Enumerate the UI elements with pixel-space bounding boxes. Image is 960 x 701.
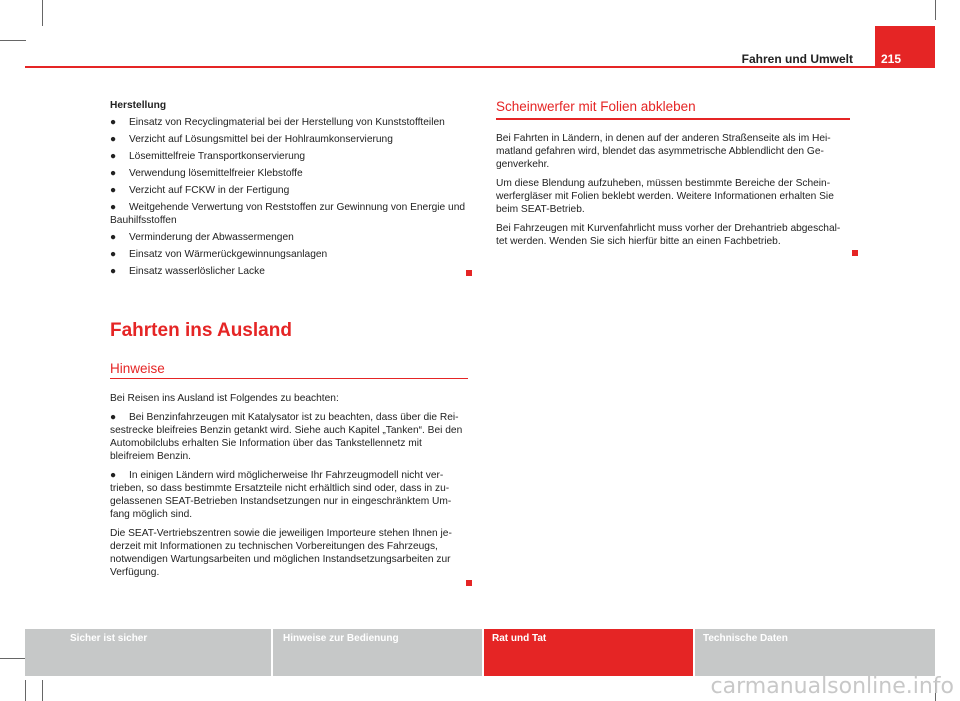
list-item: ● Einsatz von Wärmerückgewinnungsanlagen bbox=[110, 249, 328, 260]
section-end-marker bbox=[852, 250, 858, 256]
list-item: ● Verzicht auf FCKW in der Fertigung bbox=[110, 185, 290, 196]
bullet-icon: ● bbox=[110, 412, 117, 423]
paragraph: Bei Fahrzeugen mit Kurvenfahrlicht muss vorher der Drehantrieb abgeschal-tet werden. Wenden Sie sich hierfür bitte an einen Fachbetrieb. bbox=[496, 223, 841, 247]
header-rule bbox=[25, 66, 935, 68]
subheading: Hinweise bbox=[110, 361, 165, 376]
footer-tab-hinweise[interactable]: Hinweise zur Bedienung bbox=[273, 629, 482, 676]
chapter-title: Fahrten ins Ausland bbox=[110, 320, 292, 341]
right-heading-rule bbox=[496, 118, 850, 120]
list-item: ● Einsatz von Recyclingmaterial bei der Herstellung von Kunststoffteilen bbox=[110, 117, 445, 128]
footer-tab-sicher[interactable]: Sicher ist sicher bbox=[25, 629, 271, 676]
right-body bbox=[496, 132, 848, 254]
list-item: ● Verzicht auf Lösungsmittel bei der Hohlraumkonservierung bbox=[110, 134, 393, 145]
bullet-icon: ● bbox=[110, 266, 117, 277]
bullet-icon: ● bbox=[110, 470, 117, 481]
bullet-icon: ● bbox=[110, 117, 117, 128]
bullet-icon: ● bbox=[110, 202, 117, 213]
section-label: Herstellung bbox=[110, 100, 167, 111]
crop-mark bbox=[42, 680, 43, 701]
bullet-icon: ● bbox=[110, 168, 117, 179]
watermark: carmanualsonline.info bbox=[710, 674, 954, 699]
bullet-icon: ● bbox=[110, 151, 117, 162]
note-item: ● In einigen Ländern wird möglicherweise Ihr Fahrzeugmodell nicht ver-trieben, so dass bestimmte Ersatzteile nicht erhältlich sind oder, dass in zu-gelassenen SEAT-Betrieben Instandsetzungen nur in eingeschränktem Um-fang möglich sind. bbox=[110, 470, 452, 520]
paragraph: Bei Fahrten in Ländern, in denen auf der anderen Straßenseite als im Hei-matland gefahren wird, blendet das asymmetrische Abblendlicht den Ge-genverkehr. bbox=[496, 133, 831, 170]
crop-mark bbox=[0, 40, 26, 41]
list-item: ● Verwendung lösemittelfreier Klebstoffe bbox=[110, 168, 303, 179]
crop-mark bbox=[25, 680, 26, 701]
list-item: ● Weitgehende Verwertung von Reststoffen zur Gewinnung von Energie und Bauhilfsstoffen bbox=[110, 202, 466, 226]
list-item: ● Lösemittelfreie Transportkonservierung bbox=[110, 151, 306, 162]
list-item: ● Einsatz wasserlöslicher Lacke bbox=[110, 266, 265, 277]
section-end-marker bbox=[466, 270, 472, 276]
right-heading: Scheinwerfer mit Folien abkleben bbox=[496, 99, 696, 114]
intro-paragraph: Bei Reisen ins Ausland ist Folgendes zu beachten: bbox=[110, 393, 339, 404]
page-number: 215 bbox=[881, 52, 902, 66]
hinweise-body bbox=[110, 392, 467, 585]
bullet-icon: ● bbox=[110, 134, 117, 145]
left-column bbox=[110, 99, 470, 282]
bullet-list bbox=[110, 116, 470, 278]
bullet-icon: ● bbox=[110, 232, 117, 243]
bullet-icon: ● bbox=[110, 185, 117, 196]
subheading-rule bbox=[110, 378, 468, 379]
footer-tab-rat-und-tat[interactable]: Rat und Tat bbox=[484, 629, 693, 676]
list-item: ● Verminderung der Abwassermengen bbox=[110, 232, 294, 243]
section-end-marker bbox=[466, 580, 472, 586]
running-header: Fahren und Umwelt bbox=[741, 52, 853, 66]
crop-mark bbox=[42, 0, 43, 26]
note-item: ● Bei Benzinfahrzeugen mit Katalysator ist zu beachten, dass über die Rei-sestrecke bleifreies Benzin getankt wird. Siehe auch Kapitel „Tanken“. Bei den Automobilclubs erhalten Sie Information über das Tankstellennetz mit bleifreiem Benzin. bbox=[110, 412, 463, 462]
closing-paragraph: Die SEAT-Vertriebszentren sowie die jeweiligen Importeure stehen Ihnen je-derzeit mit Informationen zu technischen Vorbereitungen des Fahrzeugs, notwendigen Wartungsarbeiten und möglichen Instandsetzungsarbeiten zur Verfügung. bbox=[110, 528, 452, 578]
crop-mark bbox=[0, 658, 26, 659]
crop-mark bbox=[935, 0, 936, 20]
paragraph: Um diese Blendung aufzuheben, müssen bestimmte Bereiche der Schein-werfergläser mit Folien beklebt werden. Weitere Informationen erhalten Sie beim SEAT-Betrieb. bbox=[496, 178, 834, 215]
footer-tab-technische-daten[interactable]: Technische Daten bbox=[695, 629, 935, 676]
bullet-icon: ● bbox=[110, 249, 117, 260]
